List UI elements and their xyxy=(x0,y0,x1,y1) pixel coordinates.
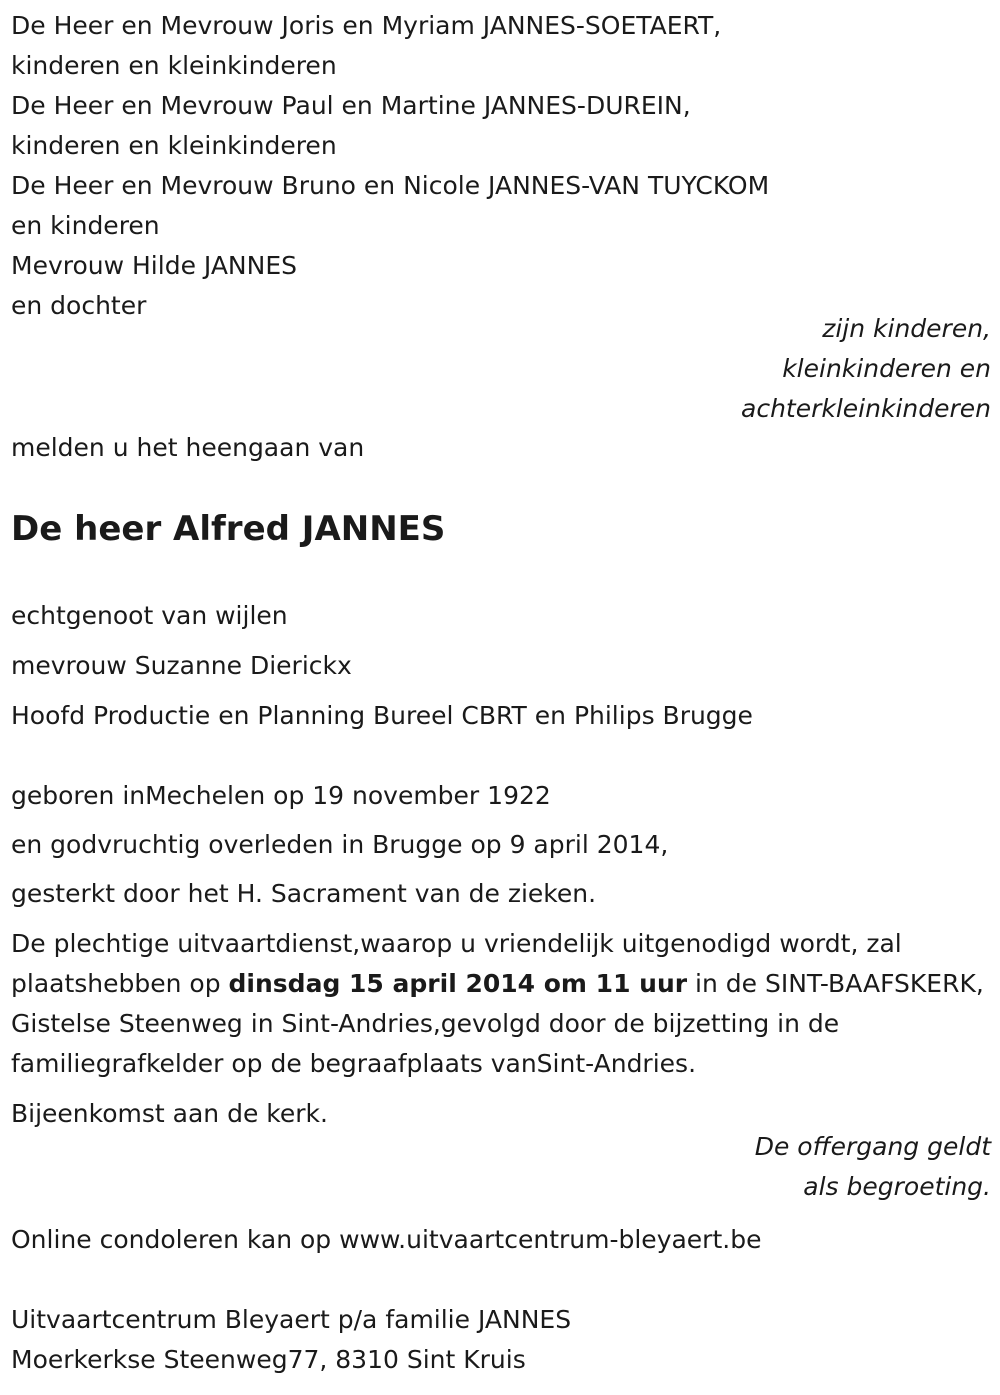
detail-line: echtgenoot van wijlen xyxy=(11,601,288,630)
gathering-text: Bijeenkomst aan de kerk. xyxy=(11,1099,328,1128)
family-line: en dochter xyxy=(11,291,147,320)
service-text: plaatshebben op xyxy=(11,969,229,998)
family-line: Mevrouw Hilde JANNES xyxy=(11,251,297,280)
offering-line: De offergang geldt xyxy=(754,1132,991,1161)
family-line: kinderen en kleinkinderen xyxy=(11,131,337,160)
online-condolence: Online condoleren kan op www.uitvaartcentrum-bleyaert.be xyxy=(11,1225,762,1254)
life-line: gesterkt door het H. Sacrament van de zieken. xyxy=(11,879,597,908)
life-line: en godvruchtig overleden in Brugge op 9 april 2014, xyxy=(11,830,669,859)
service-line xyxy=(11,964,984,1004)
offering-line: als begroeting. xyxy=(803,1172,991,1201)
announce-text: melden u het heengaan van xyxy=(11,433,365,462)
service-line: De plechtige uitvaartdienst,waarop u vriendelijk uitgenodigd wordt, zal xyxy=(11,929,902,958)
family-line: kinderen en kleinkinderen xyxy=(11,51,337,80)
address-line: Moerkerkse Steenweg77, 8310 Sint Kruis xyxy=(11,1345,526,1374)
service-line: Gistelse Steenweg in Sint-Andries,gevolgd door de bijzetting in de xyxy=(11,1009,840,1038)
family-line: De Heer en Mevrouw Joris en Myriam JANNES-SOETAERT, xyxy=(11,11,722,40)
service-date: dinsdag 15 april 2014 om 11 uur xyxy=(228,969,688,998)
detail-line: mevrouw Suzanne Dierickx xyxy=(11,651,352,680)
death-notice xyxy=(11,0,991,1395)
service-line: familiegrafkelder op de begraafplaats vanSint-Andries. xyxy=(11,1049,697,1078)
life-line: geboren inMechelen op 19 november 1922 xyxy=(11,781,551,810)
deceased-name: De heer Alfred JANNES xyxy=(11,509,446,549)
relation-line: zijn kinderen, xyxy=(822,314,991,343)
family-line: De Heer en Mevrouw Bruno en Nicole JANNES-VAN TUYCKOM xyxy=(11,171,770,200)
family-line: De Heer en Mevrouw Paul en Martine JANNES-DUREIN, xyxy=(11,91,691,120)
service-text: in de SINT-BAAFSKERK, xyxy=(687,969,984,998)
address-line: Uitvaartcentrum Bleyaert p/a familie JANNES xyxy=(11,1305,572,1334)
relation-line: kleinkinderen en xyxy=(782,354,991,383)
detail-line: Hoofd Productie en Planning Bureel CBRT en Philips Brugge xyxy=(11,701,753,730)
family-line: en kinderen xyxy=(11,211,160,240)
relation-line: achterkleinkinderen xyxy=(741,394,991,423)
